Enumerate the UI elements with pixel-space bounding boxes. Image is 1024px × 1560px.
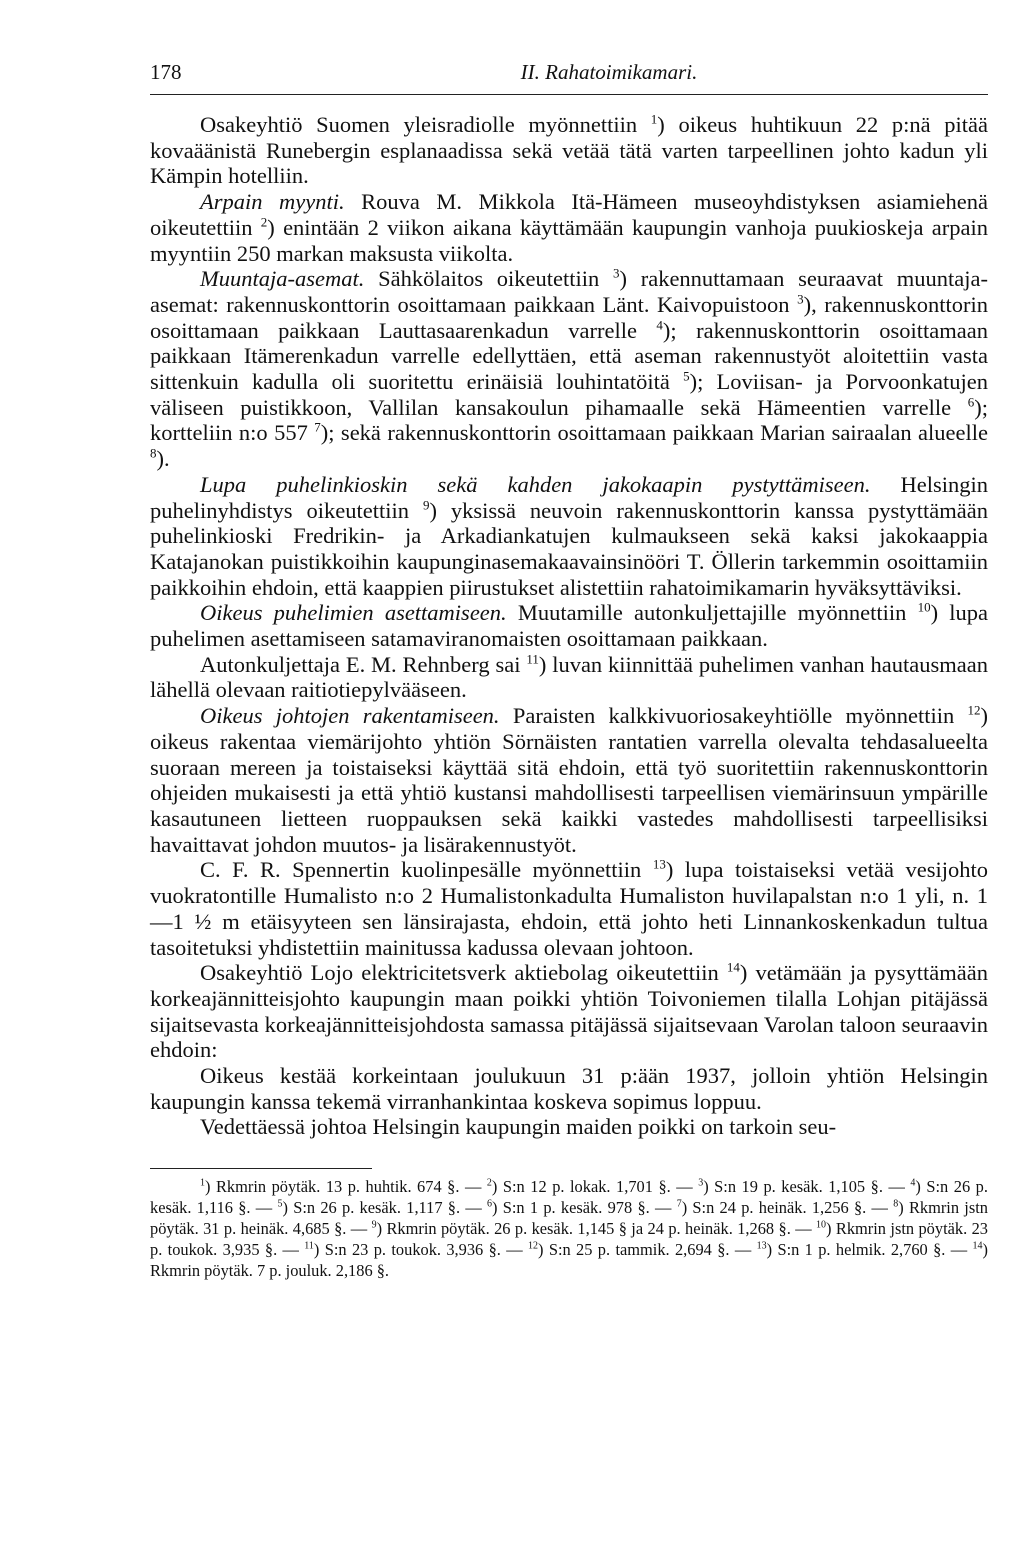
footnote: $^{12}$) S:n 25 p. tammik. 2,694 §.: [528, 1240, 730, 1260]
footnote-number: 13: [756, 1240, 767, 1252]
footnote-text: Rkmrin pöytäk. 13 p. huhtik. 674 §.: [215, 1177, 460, 1197]
text-run: ); sekä rakennuskonttorin osoittamaan paikkaan Marian sairaalan alueelle: [320, 420, 988, 446]
footnote-number: 7: [676, 1198, 682, 1210]
text-run: Oikeus kestää korkeintaan joulukuun 31 p:ään 1937, jolloin yhtiön Helsingin kaupungin kanssa tekemä virranhankintaa koskeva sopimus loppuu.: [150, 1063, 988, 1114]
footnote-text: S:n 25 p. tammik. 2,694 §.: [548, 1240, 730, 1260]
footnote: $^2$) S:n 12 p. lokak. 1,701 §.: [486, 1177, 671, 1197]
footnote-ref: 5: [683, 368, 690, 384]
paragraph: [150, 857, 988, 960]
footnote: $^{10}$) Rkmrin jstn pöytäk. 23 p. toukok. 3,935 §.: [150, 1219, 988, 1260]
footnote: $^5$) S:n 26 p. kesäk. 1,117 §.: [277, 1198, 461, 1218]
footnote-ref: 13: [652, 856, 666, 872]
footnote-text: S:n 19 p. kesäk. 1,105 §.: [714, 1177, 883, 1197]
section-heading: Oikeus puhelimien asettamiseen.: [200, 600, 507, 626]
footnote-text: S:n 24 p. heinäk. 1,256 §.: [692, 1198, 867, 1218]
section-heading: Lupa puhelinkioskin sekä kahden jakokaapin pystyttämiseen.: [200, 471, 871, 497]
running-title: II. Rahatoimikamari.: [520, 60, 698, 84]
paragraph: [150, 652, 988, 703]
text-run: ) enintään 2 viikon aikana käyttämään kaupungin vanhoja puukioskeja arpain myyntiin 250 markan maksusta viikolta.: [150, 214, 988, 266]
footnote-number: 2: [486, 1177, 492, 1189]
text-run: C. F. R. Spennertin kuolinpesälle myönnettiin: [200, 857, 653, 883]
text-run: Paraisten kalkkivuoriosakeyhtiölle myönnettiin: [499, 703, 968, 729]
footnote: $^7$) S:n 24 p. heinäk. 1,256 §.: [676, 1198, 867, 1218]
text-run: ) vetämään ja pysyttämään korkeajännitteisjohto kaupungin maan poikki yhtiön Toivoniemen tilalla Lohjan pitäjässä sijaitsevasta korkeajännitteisjohdosta samassa pitäjässä sijaitsevaan Varolan taloon seuraavin ehdoin:: [150, 960, 988, 1063]
text-run: Muutamille autonkuljettajille myönnettiin: [506, 600, 918, 626]
paragraph: [150, 703, 988, 857]
footnote-ref: 1: [650, 111, 658, 127]
text-run: Sähkölaitos oikeutettiin: [364, 266, 613, 292]
text-run: ) oikeus rakentaa viemärijohto yhtiön Sörnäisten rantatien varrella olevalta tehdasalueelta suoraan mereen ja toistaiseksi käyttää sitä ehdoin, että työ suoritettiin rakennuskonttorin ohjeiden mukaisesti ja että yhtiö kustansi mahdollisesti tarpeellisen viemärinsuun ympärille kasautuneen lietteen ruoppauksen sekä kaikki vastedes mahdollisesti tarpeellisiksi havaittavat johdon muutos- ja lisärakennustyöt.: [150, 703, 988, 857]
footnote-ref: 9: [422, 497, 430, 513]
paragraph: [150, 1063, 988, 1114]
page-number: 178: [150, 60, 182, 84]
text-run: Helsingin puhelinyhdistys oikeutettiin: [150, 471, 988, 523]
footnote-number: 4: [910, 1177, 916, 1189]
text-run: ) oikeus huhtikuun 22 p:nä pitää kovaäänistä Runebergin esplanaadissa sekä vetää tätä varten tarpeellinen johto kadun yli Kämpin hotelliin.: [150, 112, 988, 189]
footnote-ref: 8: [150, 445, 157, 461]
footnote-text: S:n 26 p. kesäk. 1,116 §.: [150, 1177, 988, 1218]
footnote-number: 10: [816, 1219, 827, 1231]
footnote-ref: 3: [797, 291, 804, 307]
footnote-number: 3: [698, 1177, 704, 1189]
paragraph: [150, 960, 988, 1063]
footnote-number: 11: [304, 1240, 314, 1252]
text-run: Autonkuljettaja E. M. Rehnberg sai: [200, 651, 527, 677]
footnote: $^9$) Rkmrin pöytäk. 26 p. kesäk. 1,145 § ja 24 p. heinäk. 1,268 §.: [371, 1219, 791, 1239]
footnote-number: 5: [277, 1198, 283, 1210]
text-run: Vedettäessä johtoa Helsingin kaupungin maiden poikki on tarkoin seu-: [200, 1114, 837, 1140]
footnote-ref: 4: [656, 317, 663, 333]
footnote-text: S:n 12 p. lokak. 1,701 §.: [502, 1177, 671, 1197]
text-run: ), rakennuskonttorin osoittamaan paikkaan Lauttasaarenkadun varrelle: [150, 291, 988, 343]
footnote-text: S:n 1 p. helmik. 2,760 §.: [777, 1240, 946, 1260]
footnote-ref: 11: [526, 651, 539, 667]
footnote: $^{14}$) Rkmrin pöytäk. 7 p. jouluk. 2,186 §.: [150, 1240, 988, 1281]
footnote-text: Rkmrin pöytäk. 7 p. jouluk. 2,186 §.: [150, 1261, 390, 1281]
footnote: $^{11}$) S:n 23 p. toukok. 3,936 §.: [304, 1240, 501, 1260]
section-heading: Muuntaja-asemat.: [200, 266, 365, 292]
page-header: [150, 58, 988, 95]
footnote-ref: 12: [967, 702, 981, 718]
footnote-text: S:n 23 p. toukok. 3,936 §.: [324, 1240, 501, 1260]
footnote: $^1$) Rkmrin pöytäk. 13 p. huhtik. 674 §.: [200, 1177, 460, 1197]
footnote-text: S:n 1 p. kesäk. 978 §.: [502, 1198, 650, 1218]
footnote-number: 1: [200, 1177, 205, 1189]
footnotes: [150, 1176, 988, 1281]
footnote-ref: 3: [613, 265, 620, 281]
footnote: $^{13}$) S:n 1 p. helmik. 2,760 §.: [756, 1240, 946, 1260]
text-run: ).: [156, 446, 170, 472]
footnote-text: S:n 26 p. kesäk. 1,117 §.: [293, 1198, 461, 1218]
footnote-ref: 2: [260, 214, 268, 230]
footnote-number: 14: [972, 1240, 983, 1252]
text-run: Osakeyhtiö Lojo elektricitetsverk aktiebolag oikeutettiin: [200, 960, 727, 986]
text-run: ) rakennuttamaan seuraavat muuntaja-asemat: rakennuskonttorin osoittamaan paikkaan Länt. Kaivopuistoon: [150, 266, 988, 317]
text-run: ) yksissä neuvoin rakennuskonttorin kanssa pystyttämään puhelinkioski Fredrikin- ja Arkadiankatujen kulmaukseen sekä kaksi jakokaappia Katajanokan puistikkoihin kaupunginasemakaavainsinööri T. Öllerin tarkemmin osoittamiin paikkoihin ehdoin, että kaappien piirustukset alistettiin rahatoimikamarin hyväksyttäviksi.: [150, 497, 989, 600]
footnote-text: Rkmrin jstn pöytäk. 31 p. heinäk. 4,685 §.: [150, 1198, 988, 1239]
paragraph: [150, 189, 988, 266]
body-text: [150, 112, 988, 1140]
footnote-number: 9: [371, 1219, 377, 1231]
footnote-text: Rkmrin jstn pöytäk. 23 p. toukok. 3,935 §.: [150, 1219, 988, 1260]
footnote: $^3$) S:n 19 p. kesäk. 1,105 §.: [698, 1177, 883, 1197]
footnote-text: Rkmrin pöytäk. 26 p. kesäk. 1,145 § ja 24 p. heinäk. 1,268 §.: [386, 1219, 791, 1239]
paragraph: [150, 600, 988, 651]
text-run: ); Loviisan- ja Porvoonkatujen väliseen puistikkoon, Vallilan kansakoulun pihamaalle sekä Hämeentien varrelle: [150, 369, 988, 420]
text-run: ) luvan kiinnittää puhelimen vanhan hautausmaan lähellä olevaan raitiotiepylvääseen.: [150, 651, 988, 703]
paragraph: [150, 1114, 988, 1140]
text-run: ) lupa toistaiseksi vetää vesijohto vuokratontille Humalisto n:o 2 Humalistonkadulta Humaliston huvilapalstan n:o 1 yli, n. 1—1 ½ m etäisyyteen sen länsirajasta, ehdoin, että johto heti Linnankoskenkadun tultua tasoitetuksi yhdistettiin mainitussa kadussa olevaan johtoon.: [150, 857, 989, 960]
footnote-ref: 7: [314, 419, 321, 435]
text-run: ) lupa puhelimen asettamiseen satamaviranomaisten osoittamaan paikkaan.: [150, 600, 989, 652]
footnote-number: 6: [487, 1198, 493, 1210]
paragraph: [150, 472, 988, 601]
section-heading: Arpain myynti.: [200, 189, 345, 215]
footnote-ref: 6: [967, 394, 975, 410]
footnote-ref: 14: [726, 959, 740, 975]
text-run: ); rakennuskonttorin osoittamaan paikkaan Itämerenkadun varrelle edellyttäen, että aseman rakennustyöt aloitettiin vasta sittenkuin kadulla oli suoritettu erinäisiä louhintatöitä: [150, 317, 988, 395]
paragraph: [150, 112, 988, 189]
footnote-number: 8: [893, 1198, 899, 1210]
footnote: $^6$) S:n 1 p. kesäk. 978 §.: [487, 1198, 650, 1218]
text-run: Rouva M. Mikkola Itä-Hämeen museoyhdistyksen asiamiehenä oikeutettiin: [150, 189, 988, 240]
footnote: $^8$) Rkmrin jstn pöytäk. 31 p. heinäk. 4,685 §.: [150, 1198, 988, 1239]
footnote-ref: 10: [917, 599, 931, 615]
section-heading: Oikeus johtojen rakentamiseen.: [200, 703, 500, 729]
footnote-block: $^1$) Rkmrin pöytäk. 13 p. huhtik. 674 §. — $^2$) S:n 12 p. lokak. 1,701 §. — $^3$) S:n 19 p. kesäk. 1,105 §. — $^4$) S:n 26 p. kesäk. 1,116 §. — $^5$) S:n 26 p. kesäk. 1,117 §. — $^6$) S:n 1 p. kesäk. 978 §. — $^7$) S:n 24 p. heinäk. 1,256 §. — $^8$) Rkmrin jstn pöytäk. 31 p. heinäk. 4,685 §. — $^9$) Rkmrin pöytäk. 26 p. kesäk. 1,145 § ja 24 p. heinäk. 1,268 §. — $^{10}$) Rkmrin jstn pöytäk. 23 p. toukok. 3,935 §. — $^{11}$) S:n 23 p. toukok. 3,936 §. — $^{12}$) S:n 25 p. tammik. 2,694 §. — $^{13}$) S:n 1 p. helmik. 2,760 §. — $^{14}$) Rkmrin pöytäk. 7 p. jouluk. 2,186 §.: [150, 1177, 988, 1281]
footnote: $^4$) S:n 26 p. kesäk. 1,116 §.: [150, 1177, 988, 1218]
text-run: Osakeyhtiö Suomen yleisradiolle myönnettiin: [200, 112, 651, 137]
footnote-number: 12: [528, 1240, 538, 1252]
footnote-divider: [150, 1168, 372, 1169]
paragraph: [150, 266, 988, 472]
text-run: ); kortteliin n:o 557: [150, 394, 988, 446]
